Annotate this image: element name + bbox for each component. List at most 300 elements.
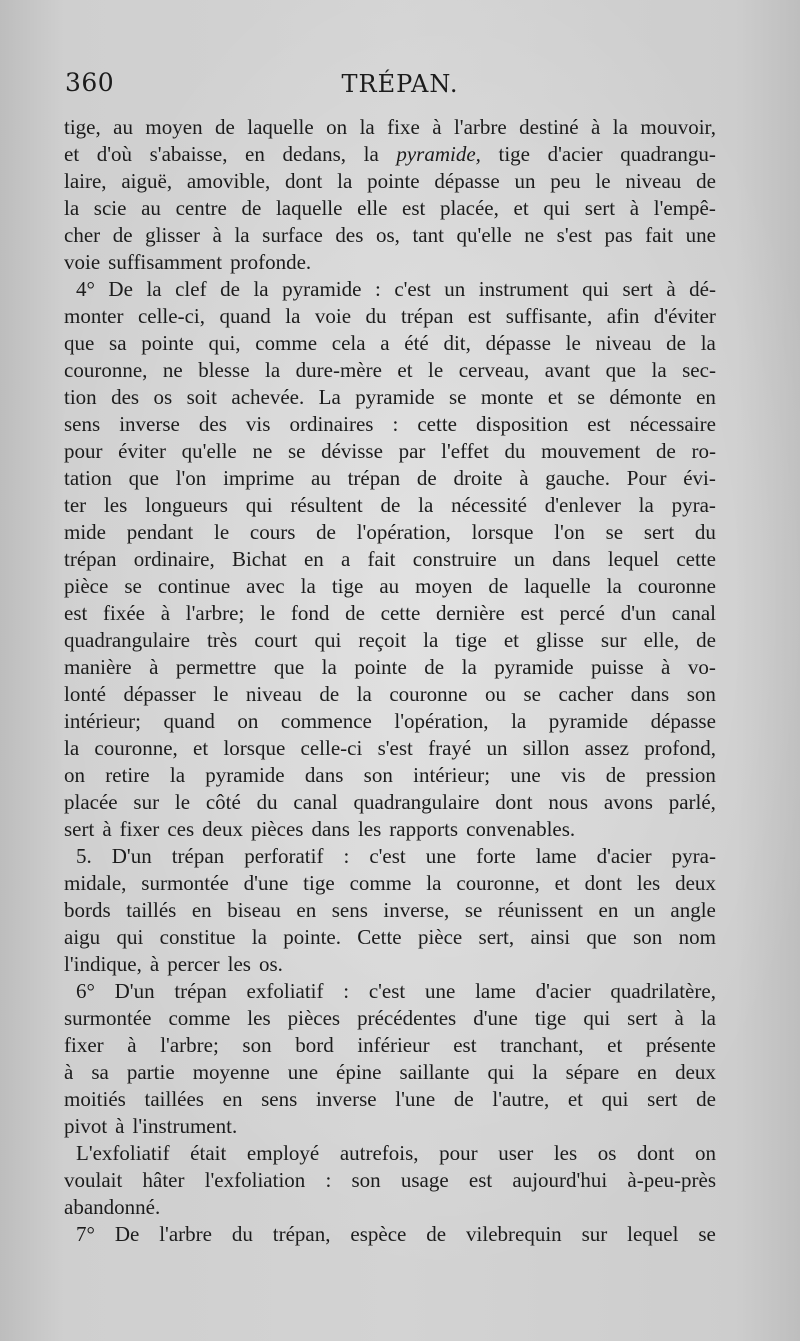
word: angle <box>670 898 716 922</box>
word: de <box>696 1087 716 1111</box>
word: L'exfoliatif <box>76 1141 170 1165</box>
word: perforatif <box>244 844 324 868</box>
word: abandonné. <box>64 1195 161 1219</box>
word: nécessaire <box>629 412 716 436</box>
word: qu'elle <box>181 439 237 463</box>
word: la <box>511 709 527 733</box>
word: le <box>213 682 229 706</box>
word: de <box>241 196 262 220</box>
word: et <box>193 736 209 760</box>
word: construire <box>412 547 497 571</box>
word: 7° <box>76 1222 95 1246</box>
word: soit <box>186 385 217 409</box>
text-line <box>64 924 716 951</box>
text-line <box>64 600 716 627</box>
word: les <box>636 871 661 895</box>
word: l'on <box>175 466 207 490</box>
text-line <box>64 573 716 600</box>
word: en <box>222 1087 243 1111</box>
text-line <box>64 735 716 762</box>
word: fixer <box>64 1033 104 1057</box>
text-line <box>64 168 716 195</box>
word: la <box>426 871 442 895</box>
word: la <box>265 358 281 382</box>
word: quand <box>163 709 215 733</box>
word: du <box>694 520 716 544</box>
word: tige <box>534 1006 567 1030</box>
word: son <box>686 682 716 706</box>
word: lame <box>535 844 577 868</box>
word: à <box>629 196 640 220</box>
word: dépasse <box>485 331 551 355</box>
word: d'une <box>243 871 289 895</box>
word: : <box>374 277 381 301</box>
word: en <box>296 898 317 922</box>
word: d'acier <box>547 142 603 166</box>
word: pointe. <box>283 925 341 949</box>
word: la <box>285 304 301 328</box>
word: tige, <box>64 115 101 139</box>
word: ordinaires <box>289 412 374 436</box>
text-line <box>64 492 716 519</box>
word: saillante <box>399 1060 470 1084</box>
word: dit, <box>443 331 471 355</box>
word: tige <box>331 574 364 598</box>
word: le <box>260 601 276 625</box>
word: sert <box>647 1087 678 1111</box>
word: La <box>318 385 341 409</box>
word: nous <box>548 790 589 814</box>
word: des <box>198 412 227 436</box>
text-line <box>64 951 716 978</box>
text-line <box>64 438 716 465</box>
word: trépan <box>64 547 117 571</box>
word: reçoit <box>358 628 407 652</box>
word: pièce <box>64 574 109 598</box>
word: dernière <box>435 601 505 625</box>
word: De <box>108 277 133 301</box>
text-line <box>64 816 716 843</box>
word: de <box>319 682 340 706</box>
word: couronne, <box>94 736 178 760</box>
word: lequel <box>607 547 660 571</box>
word: évi- <box>683 466 716 490</box>
word: quadrangulaire <box>64 628 190 652</box>
word: aiguë, <box>121 169 173 193</box>
word: au <box>141 196 161 220</box>
word: intérieur; <box>413 763 491 787</box>
word: pièces <box>250 817 304 841</box>
word: que <box>128 466 159 490</box>
word: aigu <box>64 925 101 949</box>
word: son <box>242 1033 272 1057</box>
word: pyramide <box>548 709 629 733</box>
word: s'est <box>377 736 413 760</box>
word: constitue <box>159 925 236 949</box>
word: inférieur <box>357 1033 430 1057</box>
word: manière <box>64 655 132 679</box>
word: quadrangulaire <box>353 790 480 814</box>
word: l'arbre <box>453 115 507 139</box>
word: deux <box>202 817 243 841</box>
word: d'où <box>96 142 133 166</box>
word: du <box>231 1222 253 1246</box>
word: vilebrequin <box>466 1222 562 1246</box>
word: taillés <box>126 898 177 922</box>
word: profonde. <box>230 250 312 274</box>
word: intérieur; <box>64 709 141 733</box>
word: se <box>464 898 483 922</box>
word: l'indique, <box>64 952 142 976</box>
word: achevée. <box>231 385 305 409</box>
word: à-peu-près <box>627 1168 716 1192</box>
word: le <box>595 169 611 193</box>
word: l'opération, <box>394 709 489 733</box>
word: de <box>345 601 365 625</box>
word: Bichat <box>231 547 287 571</box>
word: et <box>554 871 570 895</box>
word: qui <box>583 1006 611 1030</box>
word: d'un <box>620 601 656 625</box>
word: inverse <box>315 1087 377 1111</box>
text-line <box>64 897 716 924</box>
word: taillées <box>144 1087 204 1111</box>
word: sert <box>584 196 616 220</box>
word: que <box>64 331 95 355</box>
word: voie <box>314 304 352 328</box>
word: était <box>190 1141 227 1165</box>
word: d'une <box>473 1006 518 1030</box>
text-line <box>64 789 716 816</box>
word: dedans, <box>282 142 347 166</box>
word: réunissent <box>497 898 583 922</box>
word: la <box>651 358 667 382</box>
word: comme <box>349 871 412 895</box>
word: à <box>212 223 222 247</box>
word: sur <box>581 1222 608 1246</box>
word: instrument <box>478 277 569 301</box>
word: pointe <box>354 655 407 679</box>
word: lorsque <box>471 520 534 544</box>
word: surface <box>262 223 323 247</box>
word: s'abaisse, <box>149 142 228 166</box>
word: les <box>247 1006 271 1030</box>
word: se <box>523 682 541 706</box>
word: autrefois, <box>339 1141 419 1165</box>
word: un <box>444 277 466 301</box>
word: niveau <box>595 331 652 355</box>
word: l'arbre <box>159 1222 212 1246</box>
word: ne <box>524 223 545 247</box>
word: deux <box>675 871 716 895</box>
word: peu <box>550 169 581 193</box>
word: os. <box>258 952 283 976</box>
word: ter <box>64 493 87 517</box>
word: inverse, <box>383 898 450 922</box>
word: est <box>467 304 492 328</box>
word: la <box>337 169 353 193</box>
word: sillon <box>522 736 570 760</box>
word: que <box>605 358 636 382</box>
word: cette <box>676 547 716 571</box>
word: imprime <box>223 466 295 490</box>
word: 5. <box>76 844 92 868</box>
word: en <box>245 142 265 166</box>
text-line <box>64 465 716 492</box>
word: disposition <box>476 412 569 436</box>
word: mouvement <box>541 439 641 463</box>
word: ordinaire, <box>133 547 215 571</box>
word: dans <box>304 763 344 787</box>
body-text <box>64 114 716 1248</box>
word: monte <box>480 385 534 409</box>
word: D'un <box>111 844 152 868</box>
word: dont <box>495 790 533 814</box>
word: cerveau, <box>458 358 530 382</box>
word: niveau <box>625 169 682 193</box>
word: laquelle <box>247 115 314 139</box>
word: quadrangu- <box>620 142 716 166</box>
word: monter <box>64 304 124 328</box>
word: : <box>392 412 399 436</box>
text-line <box>64 330 716 357</box>
word: canal <box>293 790 338 814</box>
word: vis <box>561 763 586 787</box>
word: os, <box>375 223 400 247</box>
word: se <box>577 385 595 409</box>
word: une <box>510 763 541 787</box>
word: est <box>520 601 544 625</box>
word: os <box>597 1141 617 1165</box>
word: les <box>103 493 128 517</box>
word: la <box>461 655 477 679</box>
word: nom <box>678 925 716 949</box>
word: destiné <box>519 115 579 139</box>
word: est <box>64 601 88 625</box>
page-number: 360 <box>65 68 115 97</box>
text-line <box>64 519 716 546</box>
word: la <box>251 925 267 949</box>
word: suffisante, <box>505 304 593 328</box>
word: de <box>488 574 509 598</box>
word: ro- <box>691 439 716 463</box>
word: De <box>114 1222 140 1246</box>
word: voulait <box>64 1168 123 1192</box>
word: pression <box>645 763 716 787</box>
word: moitiés <box>64 1087 126 1111</box>
word: la <box>423 628 439 652</box>
word: celle-ci, <box>137 304 205 328</box>
word: nécessité <box>451 493 527 517</box>
word: sert <box>643 520 675 544</box>
word: permettre <box>175 655 257 679</box>
text-line <box>64 708 716 735</box>
word: pièces <box>287 1006 341 1030</box>
word: surmontée <box>64 1006 152 1030</box>
word: couronne, <box>64 358 148 382</box>
word: exfoliatif <box>246 979 324 1003</box>
word: pyramide <box>494 655 574 679</box>
word: qui <box>116 925 144 949</box>
word: qui <box>245 493 273 517</box>
word: trépan <box>347 466 401 490</box>
word: percé <box>559 601 605 625</box>
word: dé- <box>689 277 716 301</box>
word: et <box>513 196 529 220</box>
word: l'on <box>554 520 585 544</box>
word: pyra- <box>671 493 716 517</box>
word: se <box>448 385 467 409</box>
word: trépan, <box>272 1222 331 1246</box>
text-line <box>64 222 716 249</box>
word: qui <box>314 628 342 652</box>
word: à <box>160 601 171 625</box>
word: à <box>149 655 159 679</box>
word: fixer <box>119 817 160 841</box>
word: démonte <box>609 385 682 409</box>
word: on <box>237 709 259 733</box>
word: une <box>685 223 716 247</box>
word: et <box>607 1033 623 1057</box>
word: cours <box>249 520 296 544</box>
text-line <box>64 978 716 1005</box>
word: cher <box>64 223 101 247</box>
word: on <box>694 1141 716 1165</box>
word: du <box>504 439 526 463</box>
word: quadrilatère, <box>610 979 716 1003</box>
word: espèce <box>350 1222 407 1246</box>
word: rapports <box>389 817 459 841</box>
word: et <box>503 628 520 652</box>
word: la <box>532 1060 548 1084</box>
word: de <box>380 493 401 517</box>
text-line <box>64 870 716 897</box>
word: à <box>64 1060 74 1084</box>
word: profond, <box>644 736 716 760</box>
word: laquelle <box>524 574 591 598</box>
word: est <box>453 1033 477 1057</box>
word: un <box>486 736 508 760</box>
word: trépan <box>400 304 454 328</box>
word: mide <box>64 520 106 544</box>
word: bord <box>295 1033 334 1057</box>
word: pyramide <box>355 385 435 409</box>
word: elle <box>357 196 388 220</box>
word: longueurs <box>145 493 228 517</box>
word: au <box>379 574 400 598</box>
word: dépasser <box>123 682 196 706</box>
word: tige <box>303 871 335 895</box>
word: fixe <box>387 115 420 139</box>
word: la <box>606 574 622 598</box>
text-line <box>64 843 716 870</box>
word: des <box>335 223 364 247</box>
word: est <box>468 1168 493 1192</box>
word: cette <box>417 412 457 436</box>
word: niveau <box>245 682 302 706</box>
word: pas <box>604 223 633 247</box>
text-line <box>64 195 716 222</box>
word: surmontée <box>141 871 229 895</box>
word: commence <box>280 709 372 733</box>
word: du <box>365 304 387 328</box>
word: 6° <box>76 979 95 1003</box>
word: un <box>633 898 655 922</box>
word: os <box>153 385 173 409</box>
word: de <box>416 466 437 490</box>
word: le <box>213 520 230 544</box>
word: la <box>356 682 372 706</box>
word: pendant <box>126 520 194 544</box>
word: trépan <box>174 979 227 1003</box>
word: c'est <box>368 979 406 1003</box>
word: dans <box>552 547 591 571</box>
word: une <box>425 979 456 1003</box>
word: tige <box>455 628 487 652</box>
word: se <box>287 439 306 463</box>
word: la <box>146 277 162 301</box>
word: la <box>359 115 375 139</box>
word: forte <box>476 844 516 868</box>
word: tige <box>498 142 530 166</box>
word: centre <box>175 196 227 220</box>
word: mouvoir, <box>640 115 716 139</box>
word: sépare <box>565 1060 620 1084</box>
word: qu'elle <box>456 223 512 247</box>
word: à <box>149 952 160 976</box>
text-line <box>64 411 716 438</box>
text-line <box>64 546 716 573</box>
word: elle, <box>643 628 680 652</box>
word: pointe <box>367 169 420 193</box>
word: du <box>256 790 278 814</box>
word: la <box>363 142 379 166</box>
word: de <box>215 115 235 139</box>
running-title: TRÉPAN. <box>341 70 459 98</box>
word: bords <box>64 898 111 922</box>
word: son <box>633 925 663 949</box>
word: lequel <box>627 1222 679 1246</box>
text-line <box>64 1113 716 1140</box>
word: avons <box>603 790 653 814</box>
word: la <box>234 223 250 247</box>
word: pour <box>64 439 103 463</box>
word: sens <box>331 898 368 922</box>
word: sa <box>109 331 127 355</box>
word: dévisse <box>321 439 383 463</box>
text-line <box>64 1086 716 1113</box>
word: : <box>343 844 350 868</box>
word: retire <box>105 763 150 787</box>
word: par <box>398 439 426 463</box>
word: le <box>565 331 581 355</box>
word: tion <box>64 385 97 409</box>
word: fait <box>645 223 674 247</box>
word: l'une <box>395 1087 436 1111</box>
word: Cette <box>357 925 402 949</box>
word: tant <box>412 223 444 247</box>
word: de <box>696 628 716 652</box>
word: sur <box>600 628 627 652</box>
word: une <box>287 1060 319 1084</box>
word: couronne, <box>456 871 540 895</box>
word: trépan <box>171 844 225 868</box>
word: la <box>64 736 80 760</box>
word: dure-mère <box>295 358 382 382</box>
word: le <box>174 790 191 814</box>
text-line <box>64 681 716 708</box>
word: hâter <box>142 1168 185 1192</box>
